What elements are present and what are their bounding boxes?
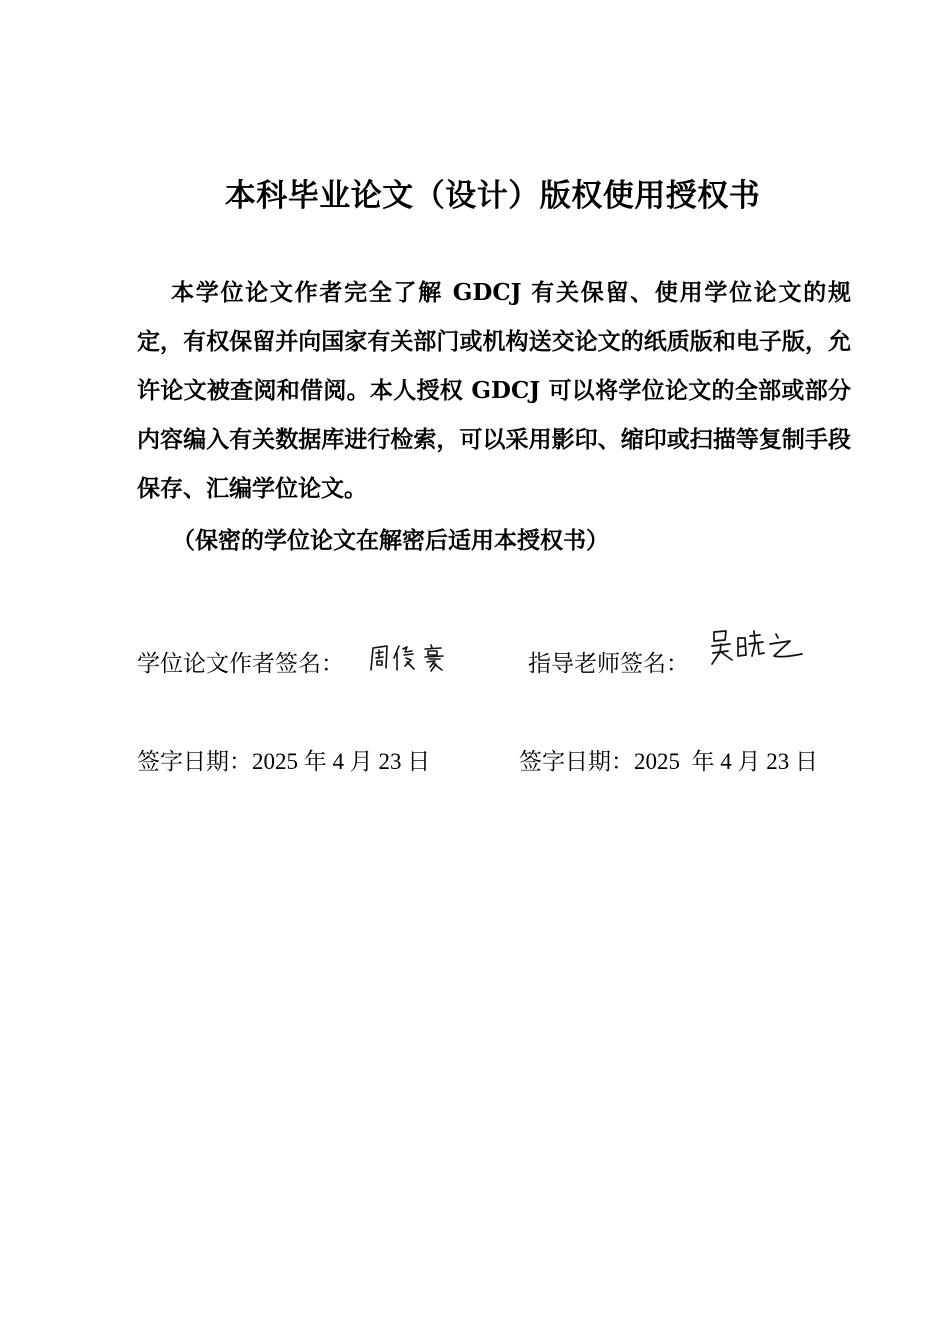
document-title: 本科毕业论文（设计）版权使用授权书 [224,178,761,214]
advisor-date-label: 签字日期： [519,749,634,775]
advisor-signature-label: 指导老师签名： [528,651,689,677]
confidential-note: （保密的学位论文在解密后适用本授权书） [172,527,609,554]
author-sign-date [137,746,430,778]
author-handwritten-signature [367,640,457,676]
advisor-date-value: 2025 年 4 月 23 日 [634,749,818,774]
author-signature-label: 学位论文作者签名： [137,651,344,677]
author-date-value: 2025 年 4 月 23 日 [252,749,431,774]
advisor-handwritten-signature [708,626,808,674]
author-date-label: 签字日期： [137,749,252,775]
authorization-paragraph: 本学位论文作者完全了解 GDCJ 有关保留、使用学位论文的规定，有权保留并向国家有关部门或机构送交论文的纸质版和电子版，允许论文被查阅和借阅。本人授权 GDCJ 可以将学位论文的全部或部分内容编入有关数据库进行检索，可以采用影印、缩印或扫描等复制手段保存、汇编学位论文。 [137,279,851,502]
advisor-sign-date [519,746,818,778]
